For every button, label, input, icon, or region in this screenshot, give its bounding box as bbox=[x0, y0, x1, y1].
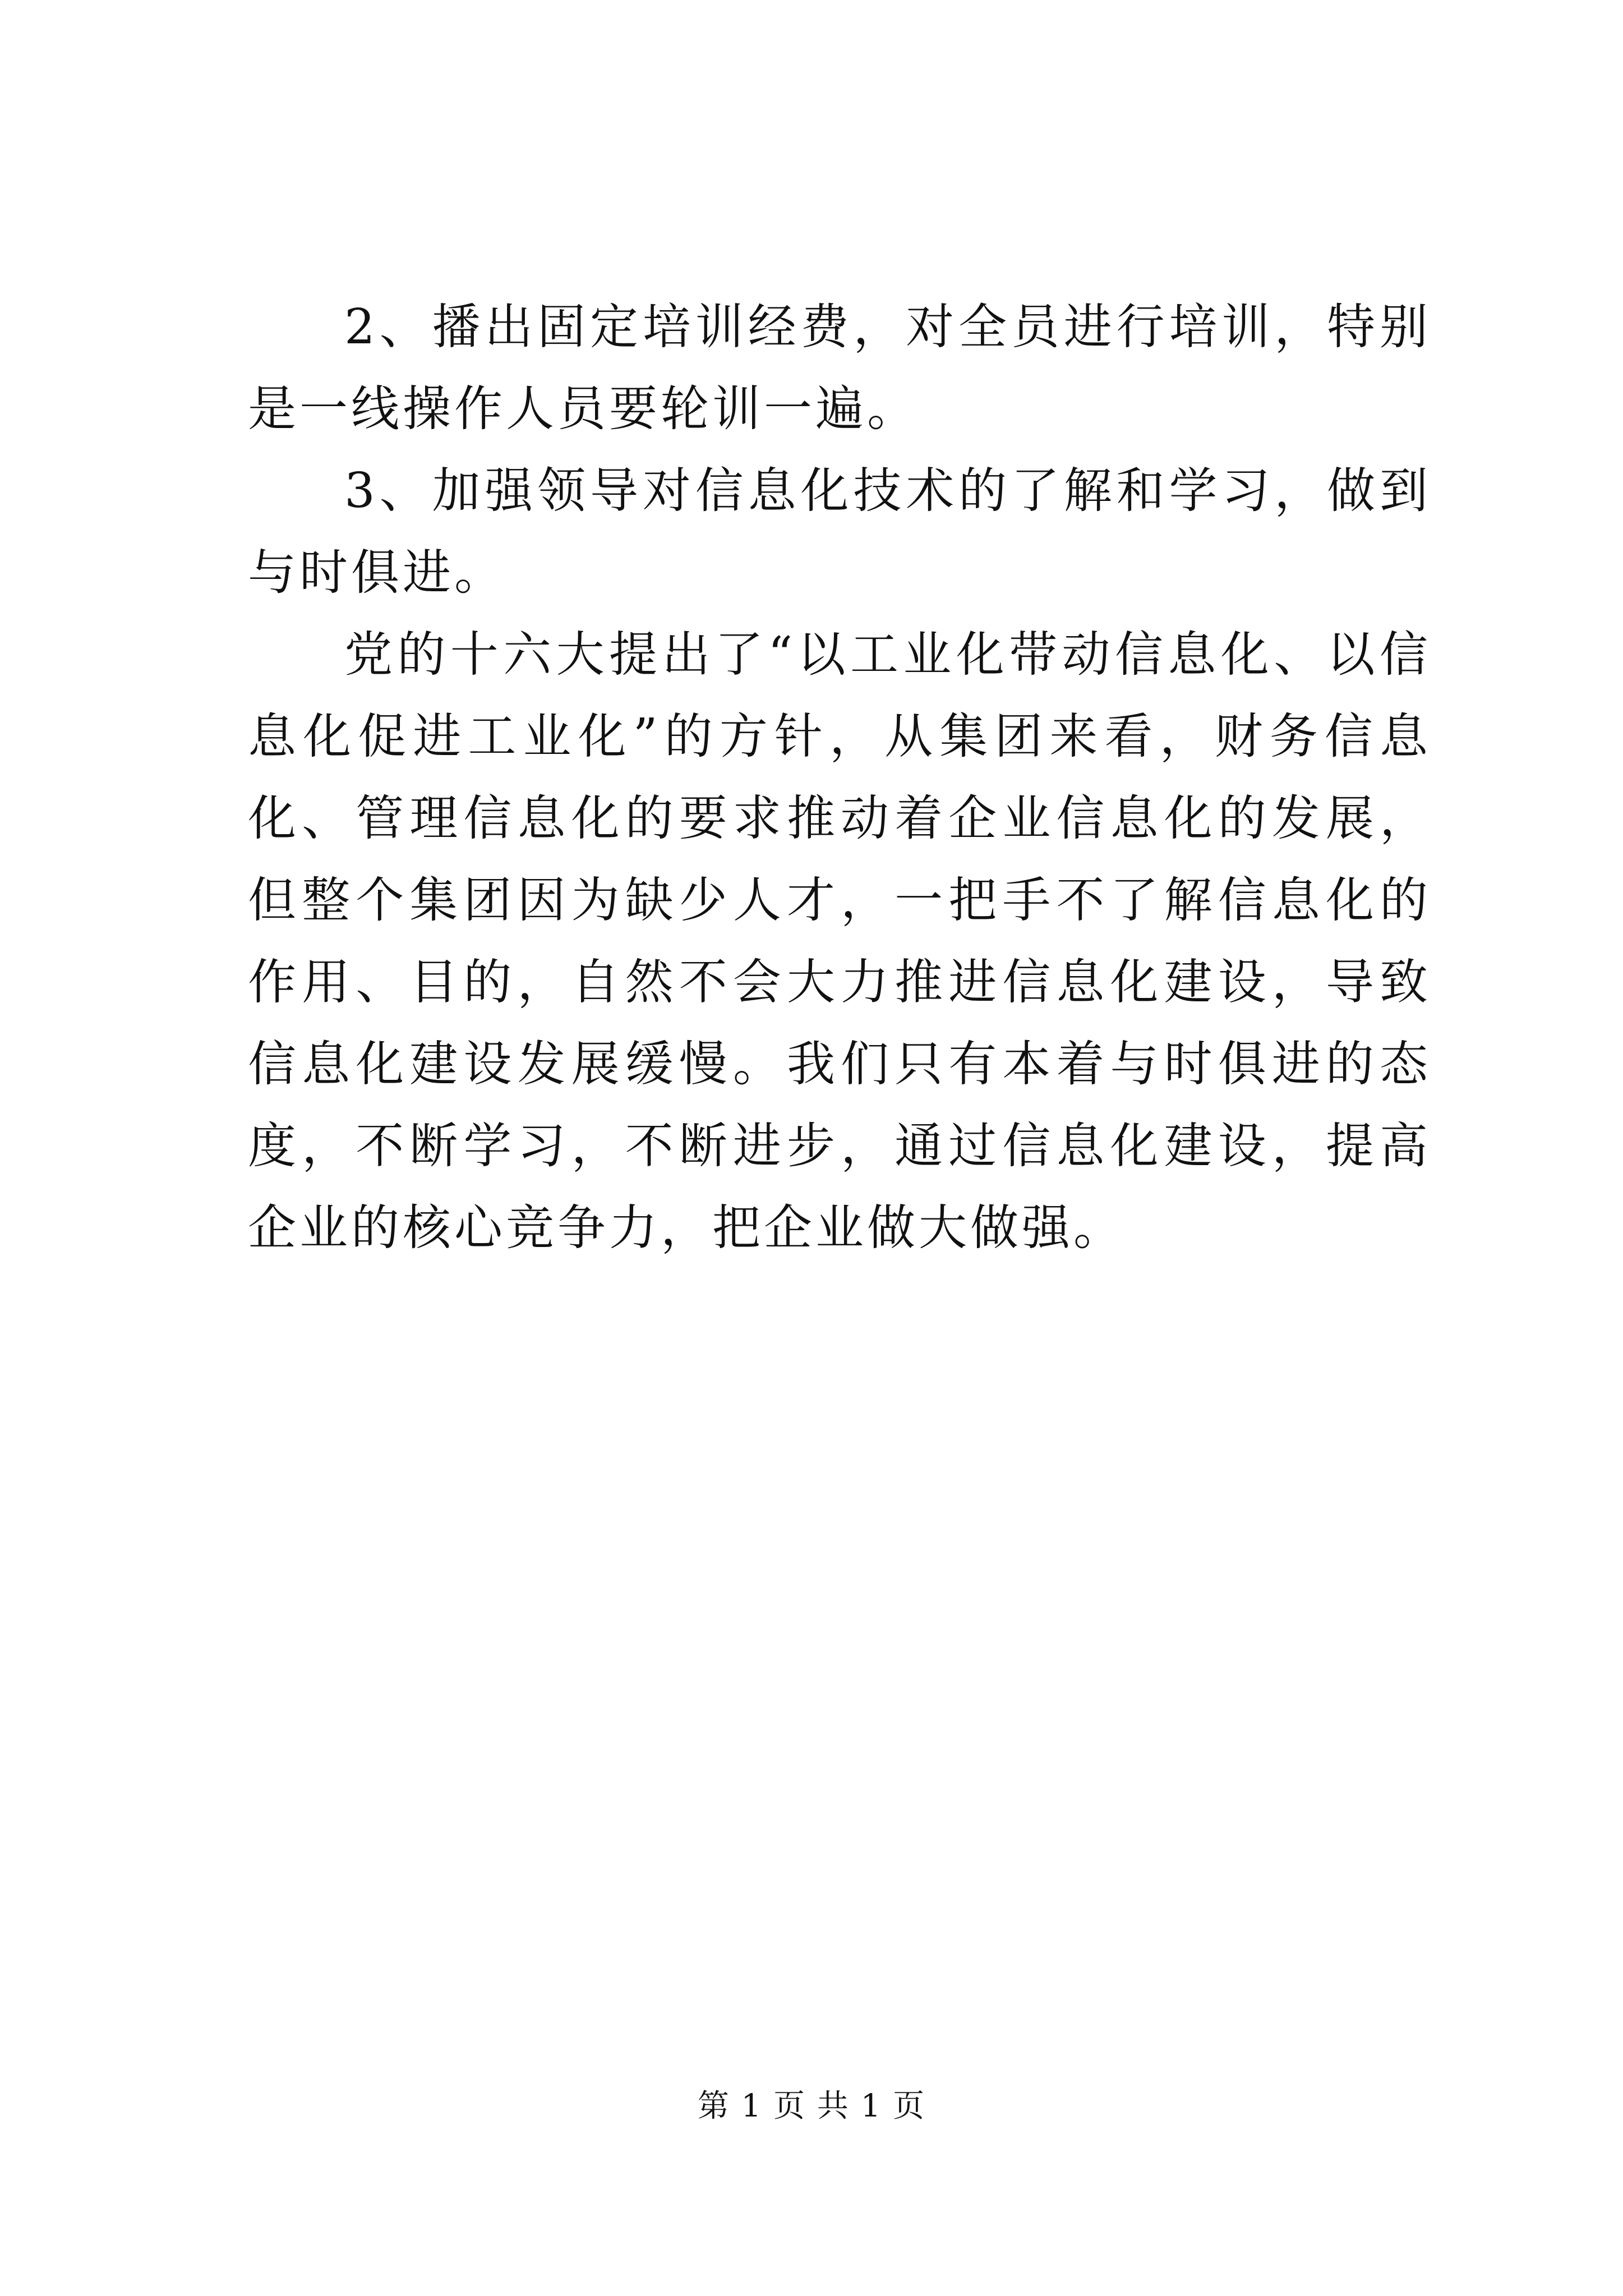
document-body bbox=[248, 286, 1431, 1269]
paragraph-training-funds: 2、播出固定培训经费，对全员进行培训，特别是一线操作人员要轮训一遍。 bbox=[248, 299, 1431, 437]
paragraph-leadership-learning: 3、加强领导对信息化技术的了解和学习，做到与时俱进。 bbox=[248, 463, 1431, 601]
page-footer: 第 1 页 共 1 页 bbox=[697, 2088, 926, 2124]
paragraph-informatization-policy: 党的十六大提出了“以工业化带动信息化、以信息化促进工业化”的方针，从集团来看，财务信息化、管理信息化的要求推动着企业信息化的发展，但整个集团因为缺少人才，一把手不了解信息化的作用、目的，自然不会大力推进信息化建设，导致信息化建设发展缓慢。我们只有本着与时俱进的态度，不断学习，不断进步，通过信息化建设，提高企业的核心竞争力，把企业做大做强。 bbox=[248, 627, 1431, 1256]
